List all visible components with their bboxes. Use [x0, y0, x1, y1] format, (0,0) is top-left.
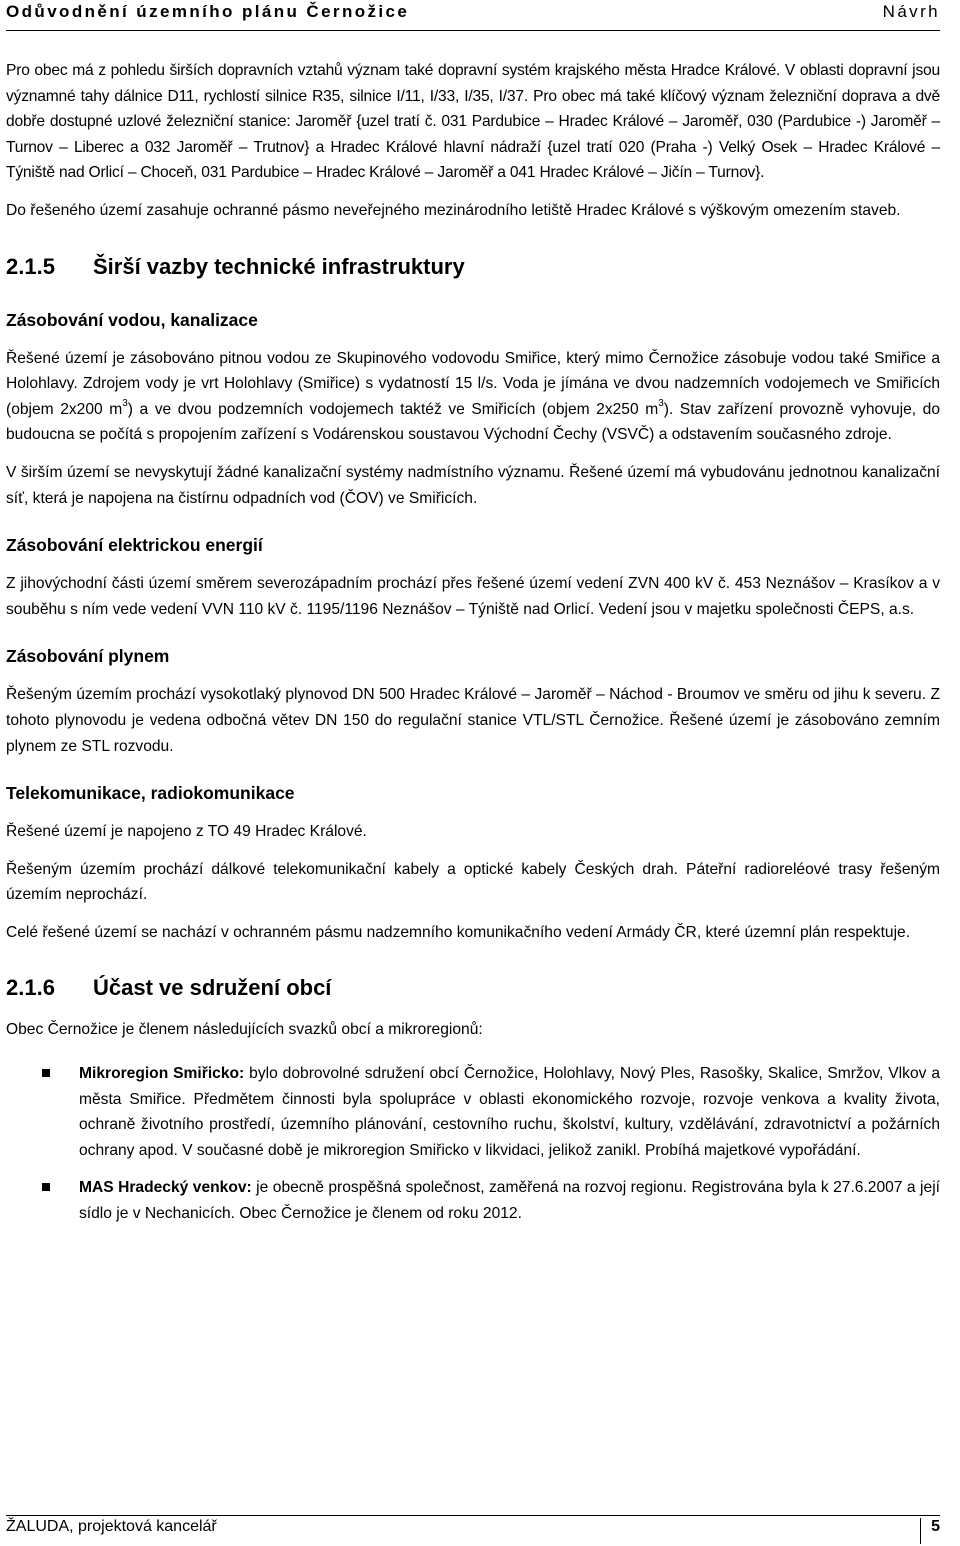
page-content — [6, 58, 940, 1227]
superscript: 3 — [122, 397, 128, 409]
page-footer — [6, 1515, 940, 1546]
telecom-heading: Telekomunikace, radiokomunikace — [6, 783, 295, 804]
water-text-a: Řešené území je zásobováno pitnou vodou ze Skupinového vodovodu Smiřice, který mimo Černožice zásobuje vodou také Smiřice a Holohlavy. Zdrojem vody je vrt Holohlavy (Smiřice) s vydatností 15 l/s. Voda je jímána ve dvou nadzemních vodojemech ve Smiřicích (objem 2x200 m — [6, 349, 940, 418]
section-title: Účast ve sdružení obcí — [93, 975, 332, 1001]
water-paragraph-2: V širším území se nevyskytují žádné kanalizační systémy nadmístního významu. Řešené území má vybudovánu jednotnou kanalizační síť, která je napojena na čistírnu odpadních vod (ČOV) ve Smiřicích. — [6, 463, 940, 507]
section-title: Širší vazby technické infrastruktury — [93, 253, 465, 279]
page-number: 5 — [920, 1518, 940, 1544]
gas-heading: Zásobování plynem — [6, 646, 170, 667]
section-heading-2-1-6 — [6, 973, 940, 1007]
list-item-text: bylo dobrovolné sdružení obcí Černožice, Holohlavy, Nový Ples, Rasošky, Skalice, Smržov, Vlkov a města Smiřice. Předmětem činnosti byla spolupráce v oblasti ekonomického rozvoje, rozvoje venkova a kvality života, ochraně životního prostředí, územního plánování, cestovního ruchu, školství, kultury, vzdělávání, zdravotnictví a požárních ochrany apod. V současné době je mikroregion Smiřicko v likvidaci, jelikož zanikl. Probíhá majetkové vypořádání. — [79, 1065, 941, 1159]
electricity-heading: Zásobování elektrickou energií — [6, 535, 263, 556]
square-bullet-icon — [42, 1069, 50, 1077]
superscript: 3 — [658, 397, 664, 409]
water-text-c: ). Stav zařízení provozně vyhovuje, do budoucna se počítá s propojením zařízení s Vodárenskou soustavou Východní Čechy (VSVČ) a odstavením současného zdroje. — [6, 400, 940, 444]
transport-paragraph-2: Do řešeného území zasahuje ochranné pásmo neveřejného mezinárodního letiště Hradec Králové s výškovým omezením staveb. — [6, 201, 901, 219]
header-label: Návrh — [882, 2, 940, 21]
water-paragraph-1 — [6, 346, 940, 448]
page-header — [6, 0, 940, 31]
water-heading: Zásobování vodou, kanalizace — [6, 309, 258, 330]
section-number: 2.1.5 — [6, 253, 55, 279]
list-item — [6, 1175, 940, 1226]
associations-list — [6, 1061, 940, 1227]
section-number: 2.1.6 — [6, 975, 55, 1001]
square-bullet-icon — [42, 1183, 50, 1191]
footer-company: ŽALUDA, projektová kancelář — [6, 1518, 217, 1535]
telecom-paragraph-3: Celé řešené území se nachází v ochranném pásmu nadzemního komunikačního vedení Armády ČR, které územní plán respektuje. — [6, 923, 911, 941]
list-item-text: je obecně prospěšná společnost, zaměřená na rozvoj regionu. Registrována byla k 27.6.2007 a její sídlo je v Nechanicích. Obec Černožice je členem od roku 2012. — [79, 1179, 940, 1223]
list-item — [6, 1061, 940, 1163]
gas-paragraph: Řešeným územím prochází vysokotlaký plynovod DN 500 Hradec Králové – Jaroměř – Náchod - Broumov ve směru od jihu k severu. Z tohoto plynovodu je vedena odbočná větev DN 150 do regulační stanice VTL/STL Černožice. Řešené území je zásobováno zemním plynem ze STL rozvodu. — [6, 686, 940, 755]
header-title: Odůvodnění územního plánu Černožice — [6, 2, 410, 21]
telecom-paragraph-1: Řešené území je napojeno z TO 49 Hradec Králové. — [6, 823, 367, 841]
telecom-paragraph-2: Řešeným územím prochází dálkové telekomunikační kabely a optické kabely Českých drah. Páteřní radioreléové trasy řešeným územím neprochází. — [6, 860, 940, 904]
electricity-paragraph: Z jihovýchodní části území směrem severozápadním prochází přes řešené území vedení ZVN 400 kV č. 453 Neznášov – Krasíkov a v souběhu s ním vede vedení VVN 110 kV č. 1195/1196 Neznášov – Týniště nad Orlicí. Vedení jsou v majetku společnosti ČEPS, a.s. — [6, 575, 940, 618]
list-item-name: Mikroregion Smiřicko: — [79, 1065, 245, 1083]
associations-intro: Obec Černožice je členem následujících svazků obcí a mikroregionů: — [6, 1021, 483, 1039]
transport-paragraph-1: Pro obec má z pohledu širších dopravních vztahů význam také dopravní systém krajského města Hradce Králové. V oblasti dopravní jsou významné tahy dálnice D11, rychlostí silnice R35, silnice I/11, I/33, I/35, I/37. Pro obec má také klíčový význam železniční doprava a dvě dobře dostupné uzlové železniční stanice: Jaroměř {uzel tratí č. 031 Pardubice – Hradec Králové – Jaroměř, 030 (Pardubice -) Jaroměř – Turnov – Liberec a 032 Jaroměř – Trutnov} a Hradec Králové hlavní nádraží {uzel tratí 020 (Praha -) Velký Osek – Hradec Králové – Týniště nad Orlicí – Choceň, 031 Pardubice – Hradec Králové – Jaroměř a 041 Hradec Králové – Jičín – Turnov}. — [6, 62, 940, 182]
water-text-b: ) a ve dvou podzemních vodojemech taktéž ve Smiřicích (objem 2x250 m — [127, 400, 659, 418]
section-heading-2-1-5 — [6, 252, 940, 286]
list-item-name: MAS Hradecký venkov: — [79, 1179, 252, 1197]
